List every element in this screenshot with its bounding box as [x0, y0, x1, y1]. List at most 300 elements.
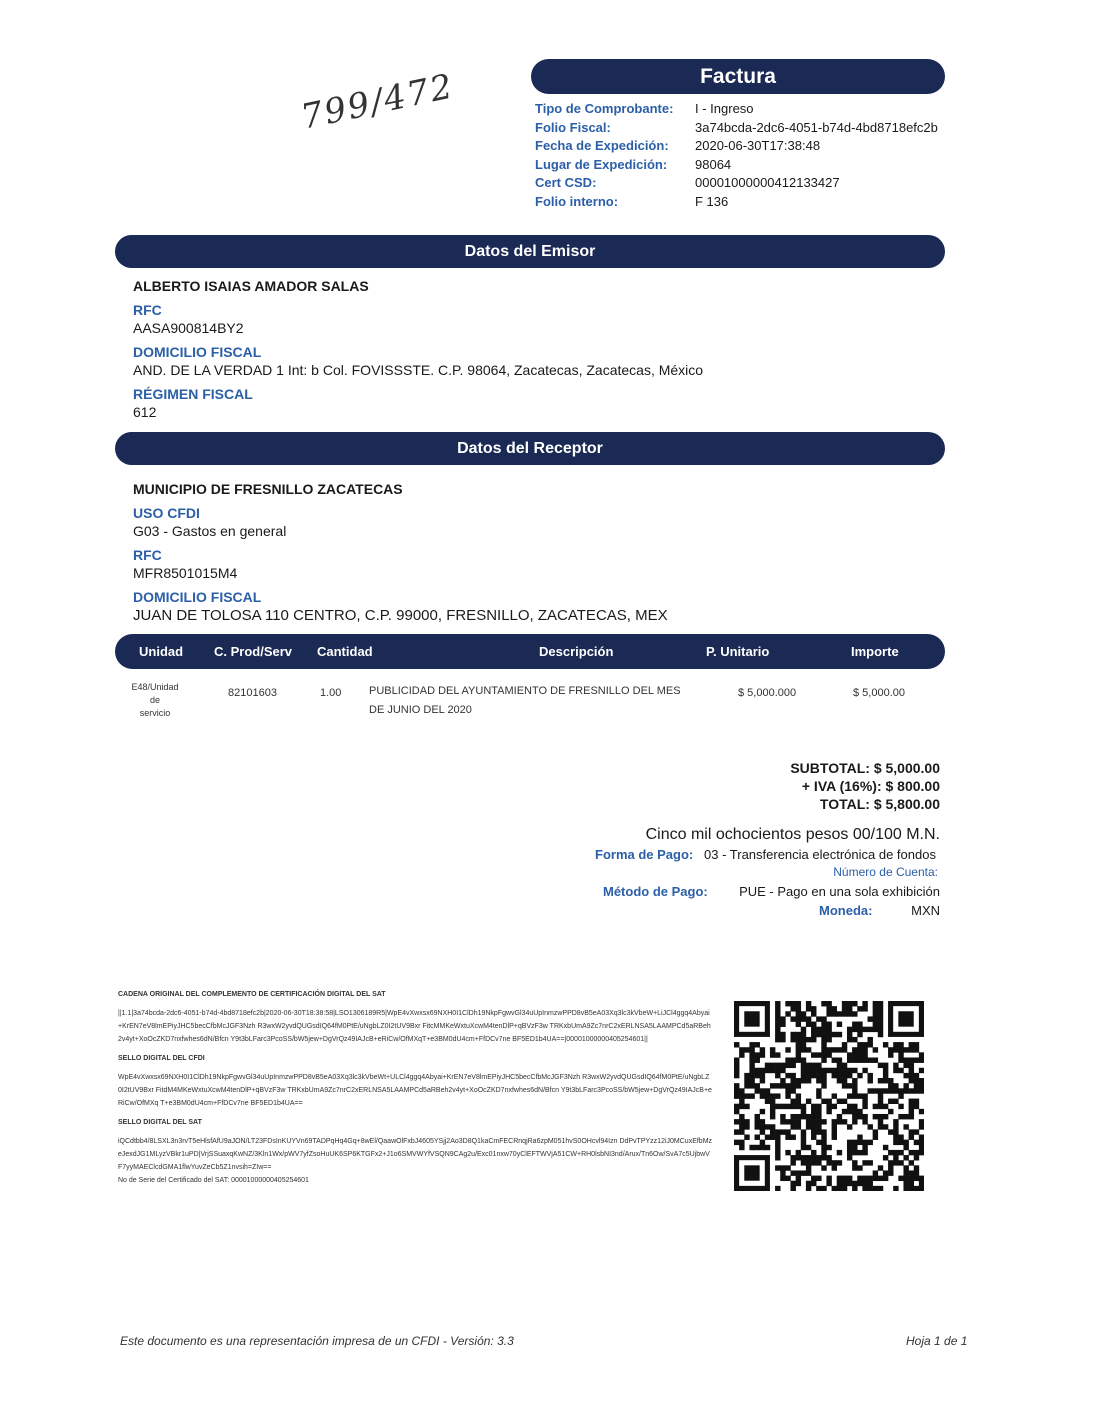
qr-module — [832, 1119, 837, 1124]
qr-module — [785, 1073, 790, 1078]
qr-module — [878, 1022, 883, 1027]
qr-module — [816, 1104, 821, 1109]
qr-module — [873, 1022, 878, 1027]
qr-module — [734, 1057, 739, 1062]
qr-module — [862, 1181, 867, 1186]
qr-module — [852, 1140, 857, 1145]
qr-module — [821, 1083, 826, 1088]
qr-module — [847, 1027, 852, 1032]
qr-module — [816, 1088, 821, 1093]
qr-module — [888, 1129, 893, 1134]
qr-module — [826, 1052, 831, 1057]
qr-module — [821, 1135, 826, 1140]
qr-module — [852, 1011, 857, 1016]
qr-module — [862, 1145, 867, 1150]
field-label: Cert CSD: — [535, 175, 597, 190]
qr-module — [785, 1176, 790, 1181]
qr-module — [914, 1057, 919, 1062]
qr-module — [821, 1150, 826, 1155]
qr-module — [909, 1181, 914, 1186]
qr-module — [790, 1088, 795, 1093]
qr-module — [847, 1104, 852, 1109]
qr-module — [801, 1037, 806, 1042]
qr-module — [919, 1068, 924, 1073]
qr-module — [852, 1047, 857, 1052]
qr-module — [909, 1135, 914, 1140]
qr-module — [796, 1042, 801, 1047]
qr-module — [790, 1170, 795, 1175]
qr-finder-pattern — [898, 1011, 913, 1026]
qr-module — [919, 1109, 924, 1114]
qr-module — [755, 1068, 760, 1073]
qr-module — [816, 1093, 821, 1098]
document-title: Factura — [531, 59, 945, 94]
qr-module — [909, 1078, 914, 1083]
qr-module — [842, 1181, 847, 1186]
amount-words: Cinco mil ochocientos pesos 00/100 M.N. — [645, 826, 940, 843]
qr-module — [821, 1047, 826, 1052]
qr-module — [852, 1088, 857, 1093]
qr-module — [770, 1093, 775, 1098]
qr-module — [749, 1073, 754, 1078]
qr-module — [801, 1073, 806, 1078]
qr-module — [868, 1088, 873, 1093]
qr-module — [739, 1124, 744, 1129]
qr-module — [801, 1063, 806, 1068]
qr-module — [857, 1027, 862, 1032]
qr-module — [785, 1083, 790, 1088]
qr-module — [811, 1027, 816, 1032]
qr-module — [744, 1124, 749, 1129]
qr-module — [775, 1104, 780, 1109]
qr-module — [770, 1114, 775, 1119]
qr-module — [785, 1047, 790, 1052]
qr-module — [852, 1181, 857, 1186]
qr-module — [898, 1088, 903, 1093]
qr-module — [857, 1006, 862, 1011]
qr-module — [862, 1042, 867, 1047]
qr-module — [739, 1119, 744, 1124]
qr-module — [790, 1016, 795, 1021]
qr-module — [909, 1073, 914, 1078]
qr-module — [898, 1150, 903, 1155]
qr-module — [775, 1135, 780, 1140]
qr-module — [770, 1109, 775, 1114]
qr-module — [780, 1078, 785, 1083]
qr-module — [893, 1124, 898, 1129]
qr-module — [744, 1119, 749, 1124]
qr-module — [760, 1145, 765, 1150]
qr-module — [837, 1011, 842, 1016]
qr-module — [739, 1052, 744, 1057]
qr-module — [775, 1140, 780, 1145]
qr-module — [801, 1135, 806, 1140]
iva: + IVA (16%): $ 800.00 — [801, 778, 940, 794]
qr-finder-pattern — [744, 1165, 759, 1180]
qr-module — [801, 1068, 806, 1073]
qr-module — [801, 1032, 806, 1037]
qr-module — [878, 1165, 883, 1170]
header-field — [535, 193, 938, 212]
qr-module — [816, 1016, 821, 1021]
qr-module — [909, 1063, 914, 1068]
receptor-rfc-label: RFC — [133, 547, 162, 563]
qr-module — [744, 1083, 749, 1088]
qr-module — [873, 1170, 878, 1175]
qr-module — [914, 1099, 919, 1104]
qr-module — [847, 1140, 852, 1145]
qr-module — [811, 1063, 816, 1068]
qr-module — [775, 1001, 780, 1006]
qr-module — [842, 1109, 847, 1114]
qr-module — [883, 1063, 888, 1068]
qr-module — [857, 1181, 862, 1186]
qr-module — [821, 1145, 826, 1150]
qr-module — [816, 1052, 821, 1057]
qr-module — [790, 1181, 795, 1186]
qr-module — [790, 1001, 795, 1006]
qr-module — [883, 1104, 888, 1109]
sello-sat-title: SELLO DIGITAL DEL SAT — [118, 1119, 202, 1126]
qr-module — [832, 1068, 837, 1073]
qr-module — [893, 1068, 898, 1073]
qr-module — [832, 1032, 837, 1037]
qr-module — [847, 1032, 852, 1037]
qr-module — [806, 1022, 811, 1027]
qr-module — [739, 1093, 744, 1098]
qr-module — [903, 1170, 908, 1175]
emisor-domicilio: AND. DE LA VERDAD 1 Int: b Col. FOVISSSTE. C.P. 98064, Zacatecas, Zacatecas, México — [133, 362, 704, 378]
qr-module — [801, 1104, 806, 1109]
qr-module — [862, 1052, 867, 1057]
qr-module — [903, 1176, 908, 1181]
qr-module — [837, 1022, 842, 1027]
qr-module — [811, 1052, 816, 1057]
qr-module — [785, 1011, 790, 1016]
qr-module — [760, 1140, 765, 1145]
qr-module — [816, 1078, 821, 1083]
row-descripcion — [369, 682, 681, 720]
qr-module — [790, 1037, 795, 1042]
qr-module — [857, 1165, 862, 1170]
qr-module — [847, 1068, 852, 1073]
qr-module — [893, 1083, 898, 1088]
qr-module — [914, 1140, 919, 1145]
row-cantidad: 1.00 — [320, 687, 342, 699]
field-value: 3a74bcda-2dc6-4051-b74d-4bd8718efc2b — [695, 119, 938, 135]
qr-module — [873, 1047, 878, 1052]
qr-module — [852, 1057, 857, 1062]
qr-module — [806, 1016, 811, 1021]
receptor-section-title: Datos del Receptor — [115, 432, 945, 465]
qr-module — [734, 1140, 739, 1145]
qr-module — [806, 1165, 811, 1170]
qr-module — [811, 1150, 816, 1155]
qr-module — [842, 1073, 847, 1078]
qr-module — [847, 1037, 852, 1042]
qr-module — [765, 1093, 770, 1098]
qr-module — [770, 1099, 775, 1104]
qr-module — [919, 1150, 924, 1155]
qr-module — [734, 1104, 739, 1109]
qr-module — [873, 1129, 878, 1134]
qr-module — [873, 1088, 878, 1093]
qr-module — [765, 1124, 770, 1129]
qr-module — [914, 1073, 919, 1078]
qr-module — [749, 1052, 754, 1057]
qr-module — [801, 1011, 806, 1016]
qr-module — [873, 1186, 878, 1191]
qr-module — [842, 1083, 847, 1088]
qr-module — [806, 1078, 811, 1083]
qr-module — [919, 1186, 924, 1191]
qr-module — [790, 1078, 795, 1083]
qr-module — [826, 1022, 831, 1027]
qr-module — [785, 1129, 790, 1134]
qr-module — [811, 1011, 816, 1016]
qr-module — [878, 1186, 883, 1191]
qr-module — [780, 1114, 785, 1119]
qr-module — [806, 1170, 811, 1175]
qr-module — [852, 1150, 857, 1155]
qr-module — [898, 1057, 903, 1062]
qr-module — [837, 1119, 842, 1124]
qr-module — [790, 1073, 795, 1078]
qr-module — [811, 1109, 816, 1114]
qr-module — [909, 1057, 914, 1062]
qr-module — [826, 1047, 831, 1052]
qr-module — [785, 1088, 790, 1093]
field-label: Lugar de Expedición: — [535, 156, 668, 172]
qr-module — [883, 1170, 888, 1175]
qr-module — [868, 1160, 873, 1165]
qr-module — [760, 1078, 765, 1083]
qr-module — [790, 1114, 795, 1119]
qr-module — [760, 1088, 765, 1093]
qr-module — [826, 1037, 831, 1042]
qr-module — [847, 1155, 852, 1160]
total: TOTAL: $ 5,800.00 — [819, 796, 940, 812]
qr-module — [796, 1011, 801, 1016]
qr-module — [775, 1032, 780, 1037]
emisor-rfc: AASA900814BY2 — [133, 320, 244, 336]
qr-module — [914, 1047, 919, 1052]
qr-module — [796, 1124, 801, 1129]
field-value: 2020-06-30T17:38:48 — [695, 138, 821, 153]
qr-module — [796, 1022, 801, 1027]
qr-module — [744, 1104, 749, 1109]
qr-module — [888, 1150, 893, 1155]
field-value: 00001000000412133427 — [695, 175, 840, 190]
qr-module — [903, 1047, 908, 1052]
qr-module — [826, 1160, 831, 1165]
qr-module — [919, 1078, 924, 1083]
qr-module — [883, 1042, 888, 1047]
qr-module — [801, 1042, 806, 1047]
qr-module — [760, 1052, 765, 1057]
qr-module — [780, 1068, 785, 1073]
emisor-domicilio-label: DOMICILIO FISCAL — [133, 344, 262, 360]
qr-module — [806, 1073, 811, 1078]
qr-module — [852, 1114, 857, 1119]
qr-module — [878, 1011, 883, 1016]
qr-module — [837, 1099, 842, 1104]
qr-module — [796, 1083, 801, 1088]
qr-module — [893, 1042, 898, 1047]
qr-module — [893, 1140, 898, 1145]
qr-module — [862, 1001, 867, 1006]
qr-module — [868, 1027, 873, 1032]
qr-module — [744, 1135, 749, 1140]
qr-module — [832, 1093, 837, 1098]
qr-module — [785, 1104, 790, 1109]
qr-module — [821, 1155, 826, 1160]
qr-module — [785, 1150, 790, 1155]
qr-module — [893, 1047, 898, 1052]
qr-module — [847, 1052, 852, 1057]
qr-module — [837, 1047, 842, 1052]
qr-module — [837, 1032, 842, 1037]
qr-module — [868, 1073, 873, 1078]
qr-module — [749, 1068, 754, 1073]
row-clave: 82101603 — [228, 687, 277, 699]
qr-module — [739, 1145, 744, 1150]
qr-module — [816, 1124, 821, 1129]
qr-module — [806, 1099, 811, 1104]
qr-module — [862, 1176, 867, 1181]
emisor-section-title: Datos del Emisor — [115, 235, 945, 268]
qr-module — [893, 1063, 898, 1068]
qr-module — [898, 1114, 903, 1119]
qr-module — [780, 1063, 785, 1068]
qr-module — [801, 1027, 806, 1032]
qr-module — [909, 1104, 914, 1109]
qr-module — [903, 1186, 908, 1191]
qr-module — [749, 1057, 754, 1062]
totals-block — [790, 759, 940, 813]
qr-module — [847, 1109, 852, 1114]
qr-module — [775, 1150, 780, 1155]
qr-module — [842, 1186, 847, 1191]
qr-module — [816, 1032, 821, 1037]
qr-module — [796, 1099, 801, 1104]
qr-module — [857, 1114, 862, 1119]
qr-module — [883, 1155, 888, 1160]
qr-module — [914, 1165, 919, 1170]
qr-module — [857, 1140, 862, 1145]
column-header: C. Prod/Serv — [214, 644, 293, 659]
qr-module — [801, 1129, 806, 1134]
qr-module — [770, 1052, 775, 1057]
qr-module — [811, 1037, 816, 1042]
qr-module — [796, 1047, 801, 1052]
qr-module — [832, 1006, 837, 1011]
qr-module — [868, 1016, 873, 1021]
qr-module — [909, 1047, 914, 1052]
qr-module — [878, 1093, 883, 1098]
qr-module — [898, 1042, 903, 1047]
qr-module — [826, 1032, 831, 1037]
qr-module — [847, 1093, 852, 1098]
qr-module — [796, 1006, 801, 1011]
qr-module — [893, 1135, 898, 1140]
qr-module — [785, 1135, 790, 1140]
qr-module — [775, 1186, 780, 1191]
qr-module — [847, 1057, 852, 1062]
qr-module — [919, 1057, 924, 1062]
qr-module — [893, 1160, 898, 1165]
qr-module — [857, 1109, 862, 1114]
qr-module — [765, 1063, 770, 1068]
qr-module — [903, 1140, 908, 1145]
qr-module — [806, 1068, 811, 1073]
qr-finder-pattern — [744, 1011, 759, 1026]
qr-module — [888, 1052, 893, 1057]
qr-module — [821, 1052, 826, 1057]
qr-module — [842, 1078, 847, 1083]
qr-module — [790, 1032, 795, 1037]
qr-module — [837, 1073, 842, 1078]
qr-module — [796, 1104, 801, 1109]
qr-module — [893, 1186, 898, 1191]
qr-module — [796, 1119, 801, 1124]
qr-module — [760, 1073, 765, 1078]
qr-module — [852, 1022, 857, 1027]
qr-module — [826, 1027, 831, 1032]
qr-module — [765, 1068, 770, 1073]
qr-module — [811, 1073, 816, 1078]
qr-module — [780, 1104, 785, 1109]
qr-module — [811, 1068, 816, 1073]
qr-module — [847, 1145, 852, 1150]
qr-module — [857, 1135, 862, 1140]
qr-module — [832, 1047, 837, 1052]
qr-module — [755, 1145, 760, 1150]
qr-module — [821, 1042, 826, 1047]
qr-module — [796, 1052, 801, 1057]
column-header: Descripción — [539, 644, 614, 659]
qr-module — [883, 1078, 888, 1083]
column-header: Unidad — [139, 644, 184, 659]
qr-module — [919, 1119, 924, 1124]
qr-module — [914, 1186, 919, 1191]
qr-module — [873, 1176, 878, 1181]
qr-module — [734, 1083, 739, 1088]
qr-module — [755, 1052, 760, 1057]
qr-module — [734, 1063, 739, 1068]
receptor-domicilio: JUAN DE TOLOSA 110 CENTRO, C.P. 99000, FRESNILLO, ZACATECAS, MEX — [133, 607, 668, 624]
qr-module — [780, 1083, 785, 1088]
receptor-block — [133, 481, 668, 624]
qr-module — [796, 1057, 801, 1062]
qr-module — [852, 1068, 857, 1073]
qr-module — [832, 1073, 837, 1078]
qr-module — [821, 1129, 826, 1134]
qr-module — [801, 1160, 806, 1165]
qr-module — [775, 1006, 780, 1011]
qr-module — [862, 1047, 867, 1052]
qr-module — [857, 1150, 862, 1155]
qr-module — [837, 1068, 842, 1073]
qr-module — [826, 1006, 831, 1011]
qr-module — [811, 1135, 816, 1140]
qr-module — [806, 1145, 811, 1150]
qr-module — [806, 1186, 811, 1191]
qr-module — [893, 1099, 898, 1104]
sello-cfdi-title: SELLO DIGITAL DEL CFDI — [118, 1055, 205, 1062]
qr-module — [852, 1001, 857, 1006]
qr-module — [821, 1001, 826, 1006]
